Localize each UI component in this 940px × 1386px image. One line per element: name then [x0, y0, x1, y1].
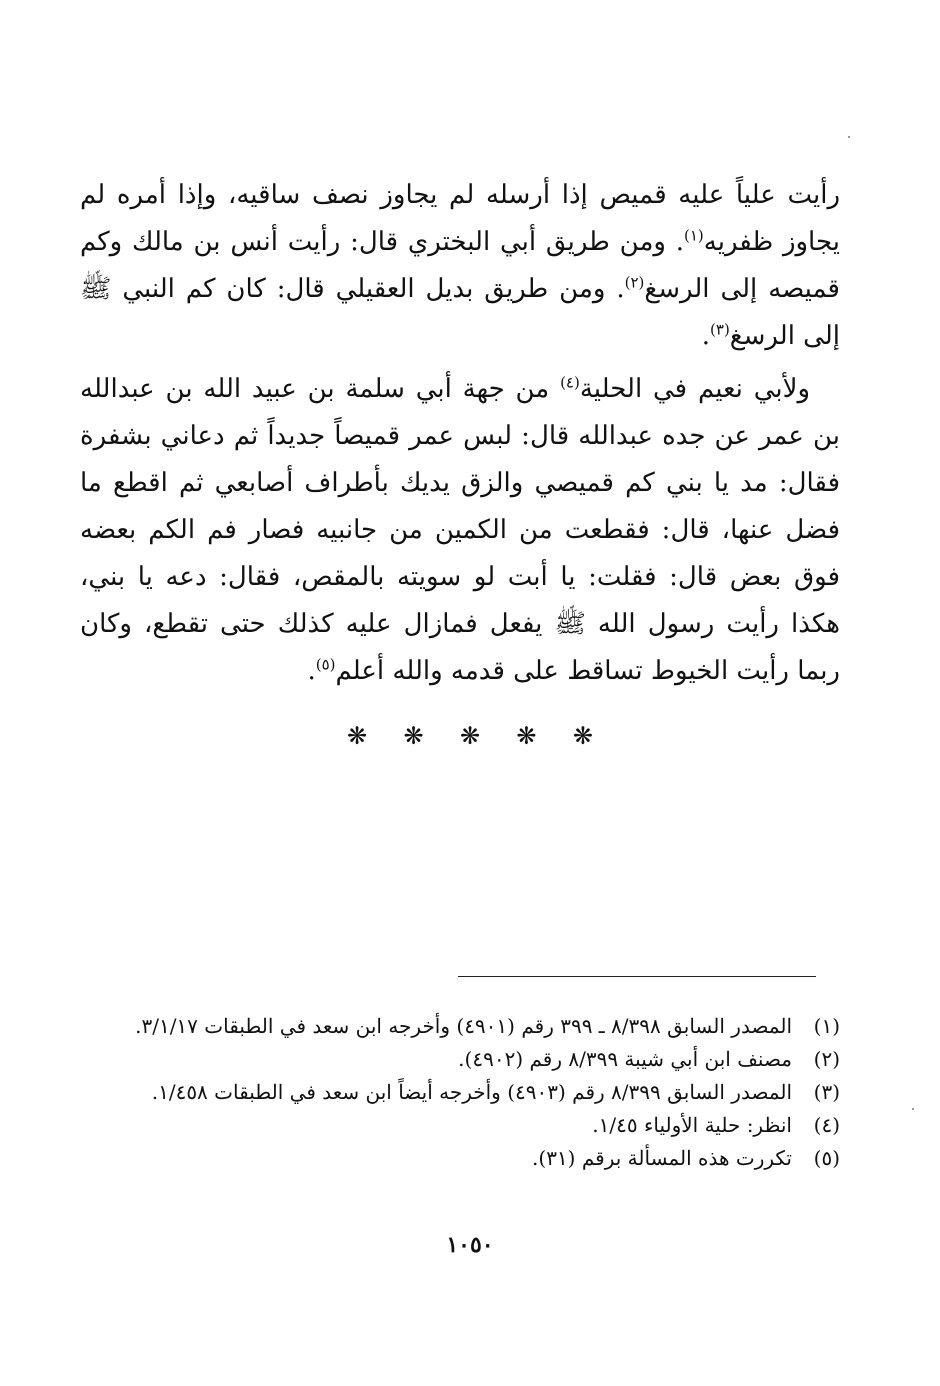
para1-text-2: . ومن طريق أبي البختري قال: رأيت أنس بن مالك وكم قميصه إلى الرسغ — [80, 227, 840, 304]
footnote-number: (٣) — [813, 1080, 840, 1104]
footnote-5 — [80, 1142, 840, 1175]
para2-text-3: . — [307, 656, 316, 686]
section-separator — [0, 722, 940, 750]
footnote-number: (١) — [813, 1014, 840, 1038]
footnote-ref-3[interactable]: (٣) — [710, 320, 730, 339]
footnote-number: (٤) — [813, 1113, 840, 1137]
footnote-3 — [80, 1076, 840, 1109]
paragraph-1 — [80, 172, 840, 360]
star-icon: ❋ — [403, 722, 424, 750]
footnote-1 — [80, 1010, 840, 1043]
star-icon: ❋ — [347, 722, 368, 750]
page-number: ١٠٥٠ — [446, 1232, 494, 1258]
para1-text-1: رأيت علياً عليه قميص إذا أرسله لم يجاوز نصف ساقيه، وإذا أمره لم يجاوز ظفريه — [80, 180, 840, 257]
star-icon: ❋ — [516, 722, 537, 750]
para1-text-3: . ومن طريق بديل العقيلي قال: كان كم النبي ﷺ إلى الرسغ — [80, 274, 840, 351]
footnote-text: مصنف ابن أبي شيبة ٨/٣٩٩ رقم (٤٩٠٢). — [458, 1047, 792, 1071]
footnote-ref-1[interactable]: (١) — [684, 226, 704, 245]
footnote-text: انظر: حلية الأولياء ١/٤٥. — [592, 1113, 792, 1137]
main-text — [80, 172, 840, 695]
para2-text-1: ولأبي نعيم في الحلية — [579, 374, 810, 404]
footnote-text: المصدر السابق ٨/٣٩٨ ـ ٣٩٩ رقم (٤٩٠١) وأخرجه ابن سعد في الطبقات ٣/١/١٧. — [135, 1014, 792, 1038]
footnote-text: المصدر السابق ٨/٣٩٩ رقم (٤٩٠٣) وأخرجه أيضاً ابن سعد في الطبقات ١/٤٥٨. — [151, 1080, 792, 1104]
para1-text-4: . — [701, 321, 711, 351]
footnote-4 — [80, 1109, 840, 1142]
star-icon: ❋ — [459, 722, 481, 750]
footnote-text: تكررت هذه المسألة برقم (٣١). — [532, 1146, 792, 1170]
scan-speck — [848, 136, 850, 138]
footnote-number: (٥) — [813, 1146, 840, 1170]
paragraph-2 — [80, 366, 840, 695]
footnotes — [80, 1010, 840, 1175]
para2-text-2: من جهة أبي سلمة بن عبيد الله بن عبدالله بن عمر عن جده عبدالله قال: لبس عمر قميصاً جديداً ثم دعاني بشفرة فقال: مد يا بني كم قميصي والزق يديك بأطراف أصابعي ثم اقطع ما فضل عنها، قال: فقطعت من الكمين من جانبيه فصار فم الكم بعضه فوق بعض قال: فقلت: يا أبت لو سويته بالمقص، فقال: دعه يا بني، هكذا رأيت رسول الله ﷺ يفعل فمازال عليه كذلك حتى تقطع، وكان ربما رأيت الخيوط تساقط على قدمه والله أعلم — [80, 374, 840, 686]
footnote-ref-2[interactable]: (٢) — [624, 273, 645, 292]
footnote-ref-5[interactable]: (٥) — [315, 655, 336, 674]
footnote-ref-4[interactable]: (٤) — [560, 373, 580, 392]
star-icon: ❋ — [572, 722, 593, 750]
scan-speck — [912, 1108, 914, 1110]
footnote-2 — [80, 1043, 840, 1076]
footnote-divider — [458, 976, 816, 977]
footnote-number: (٢) — [813, 1047, 840, 1071]
